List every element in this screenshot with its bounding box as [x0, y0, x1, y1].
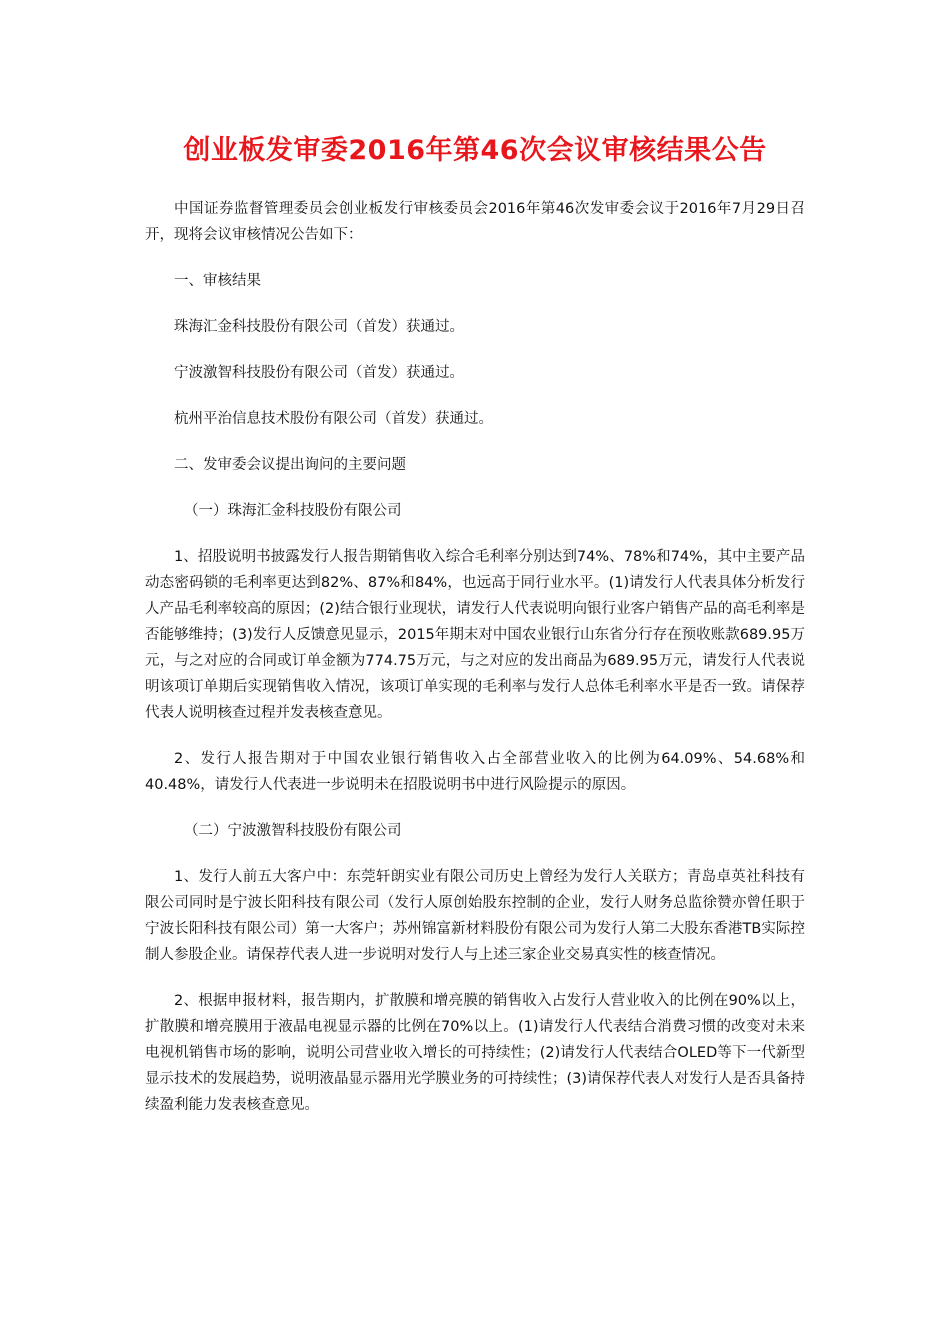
document-body — [145, 196, 805, 1138]
company-subheading: （二）宁波激智科技股份有限公司 — [184, 823, 402, 839]
section-heading-review-results: 一、审核结果 — [174, 273, 261, 289]
review-result-item: 宁波激智科技股份有限公司（首发）获通过。 — [174, 365, 464, 381]
question-paragraph: 1、招股说明书披露发行人报告期销售收入综合毛利率分别达到74%、78%和74%，其中主要产品动态密码锁的毛利率更达到82%、87%和84%，也远高于同行业水平。(1)请发行人代表具体分析发行人产品毛利率较高的原因；(2)结合银行业现状，请发行人代表说明向银行业客户销售产品的高毛利率是否能够维持；(3)发行人反馈意见显示，2015年期末对中国农业银行山东省分行存在预收账款689.95万元，与之对应的合同或订单金额为774.75万元，与之对应的发出商品为689.95万元，请发行人代表说明该项订单期后实现销售收入情况，该项订单实现的毛利率与发行人总体毛利率水平是否一致。请保荐代表人说明核查过程并发表核查意见。 — [145, 549, 805, 721]
page-title: 创业板发审委2016年第46次会议审核结果公告 — [183, 135, 767, 166]
question-paragraph: 2、发行人报告期对于中国农业银行销售收入占全部营业收入的比例为64.09%、54.68%和40.48%，请发行人代表进一步说明未在招股说明书中进行风险提示的原因。 — [145, 751, 805, 793]
section-heading-main-questions: 二、发审委会议提出询问的主要问题 — [174, 457, 406, 473]
review-result-item: 珠海汇金科技股份有限公司（首发）获通过。 — [174, 319, 464, 335]
review-result-item: 杭州平治信息技术股份有限公司（首发）获通过。 — [174, 411, 493, 427]
company-subheading: （一）珠海汇金科技股份有限公司 — [184, 503, 402, 519]
question-paragraph: 2、根据申报材料，报告期内，扩散膜和增亮膜的销售收入占发行人营业收入的比例在90%以上，扩散膜和增亮膜用于液晶电视显示器的比例在70%以上。(1)请发行人代表结合消费习惯的改变对未来电视机销售市场的影响，说明公司营业收入增长的可持续性；(2)请发行人代表结合OLED等下一代新型显示技术的发展趋势，说明液晶显示器用光学膜业务的可持续性；(3)请保荐代表人对发行人是否具备持续盈利能力发表核查意见。 — [145, 993, 805, 1113]
question-paragraph: 1、发行人前五大客户中：东莞轩朗实业有限公司历史上曾经为发行人关联方；青岛卓英社科技有限公司同时是宁波长阳科技有限公司（发行人原创始股东控制的企业，发行人财务总监徐赞亦曾任职于宁波长阳科技有限公司）第一大客户；苏州锦富新材料股份有限公司为发行人第二大股东香港TB实际控制人参股企业。请保荐代表人进一步说明对发行人与上述三家企业交易真实性的核查情况。 — [145, 869, 805, 963]
intro-paragraph: 中国证券监督管理委员会创业板发行审核委员会2016年第46次发审委会议于2016年7月29日召开，现将会议审核情况公告如下： — [145, 201, 805, 243]
